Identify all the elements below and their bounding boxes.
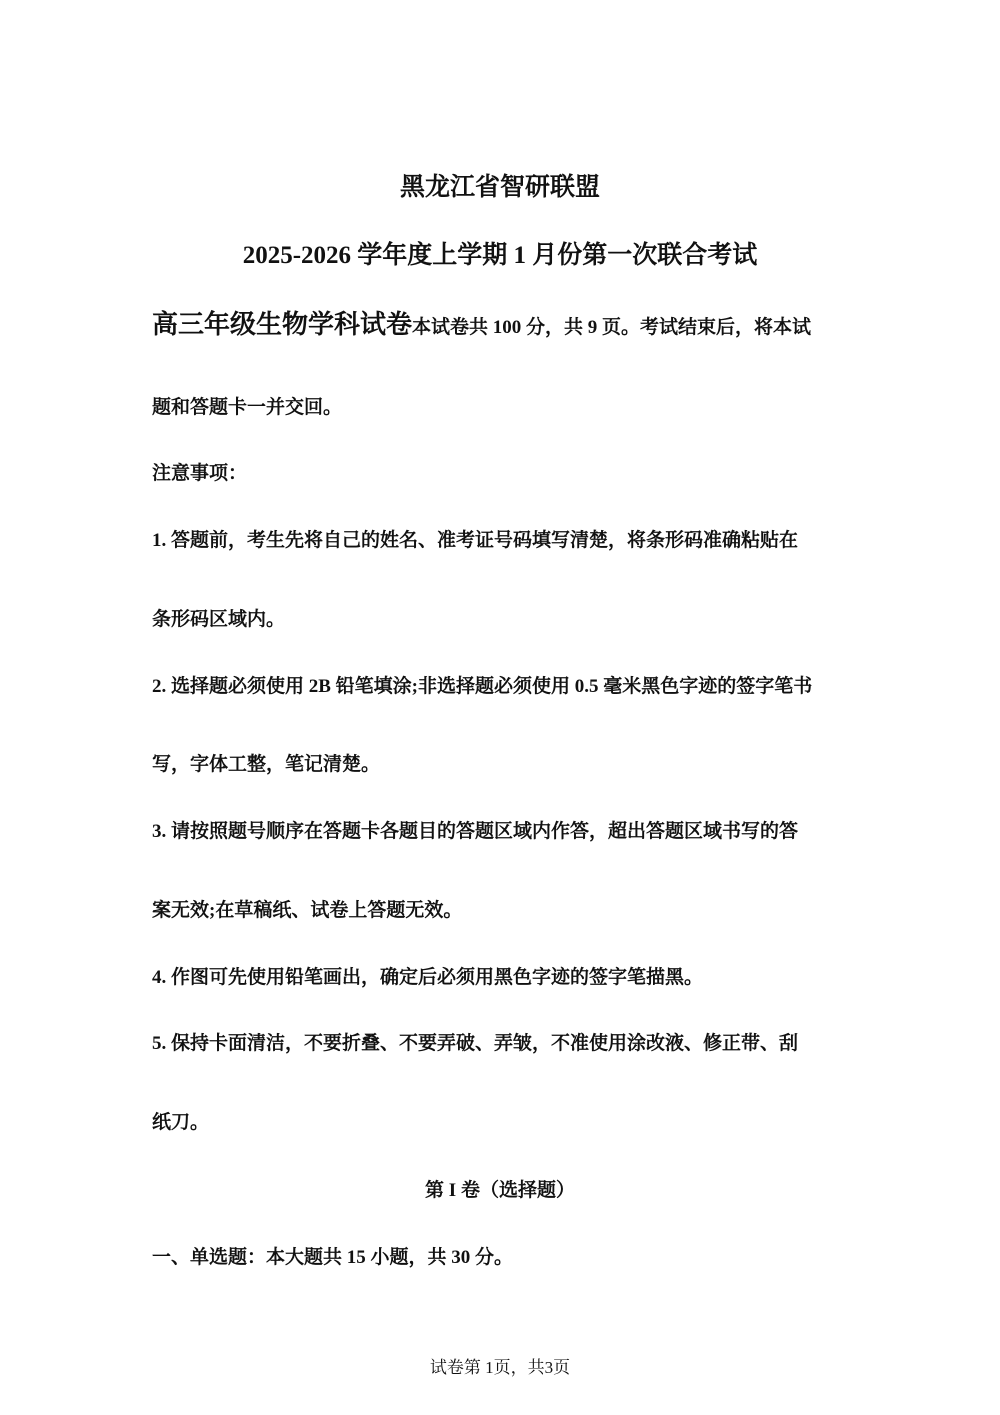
- note-1-line-1: 1. 答题前，考生先将自己的姓名、准考证号码填写清楚，将条形码准确粘贴在: [152, 530, 799, 551]
- section-title: 第 I 卷（选择题）: [425, 1180, 575, 1201]
- page-footer: 试卷第 1页，共3页: [429, 1358, 571, 1377]
- note-4: 4. 作图可先使用铅笔画出，确定后必须用黑色字迹的签字笔描黑。: [152, 967, 704, 988]
- note-2-line-2: 写，字体工整，笔记清楚。: [152, 754, 381, 775]
- note-3-line-1: 3. 请按照题号顺序在答题卡各题目的答题区域内作答，超出答题区域书写的答: [152, 821, 799, 842]
- intro-line-2: 题和答题卡一并交回。: [152, 397, 343, 418]
- note-5-line-2: 纸刀。: [152, 1112, 210, 1133]
- note-2-line-1: 2. 选择题必须使用 2B 铅笔填涂;非选择题必须使用 0.5 毫米黑色字迹的签字笔书: [152, 676, 813, 697]
- intro-text-1: 本试卷共 100 分，共 9 页。考试结束后，将本试: [412, 317, 812, 338]
- exam-title: 2025-2026 学年度上学期 1 月份第一次联合考试: [242, 242, 758, 269]
- note-3-line-2: 案无效;在草稿纸、试卷上答题无效。: [152, 900, 463, 921]
- intro-line-1: [152, 312, 811, 341]
- note-5-line-1: 5. 保持卡面清洁，不要折叠、不要弄破、弄皱，不准使用涂改液、修正带、刮: [152, 1033, 799, 1054]
- notes-title: 注意事项：: [152, 463, 248, 484]
- note-1-line-2: 条形码区域内。: [152, 609, 286, 630]
- org-title: 黑龙江省智研联盟: [399, 174, 600, 201]
- part-one-heading: 一、单选题：本大题共 15 小题，共 30 分。: [152, 1247, 514, 1268]
- subject-title: 高三年级生物学科试卷: [152, 310, 413, 339]
